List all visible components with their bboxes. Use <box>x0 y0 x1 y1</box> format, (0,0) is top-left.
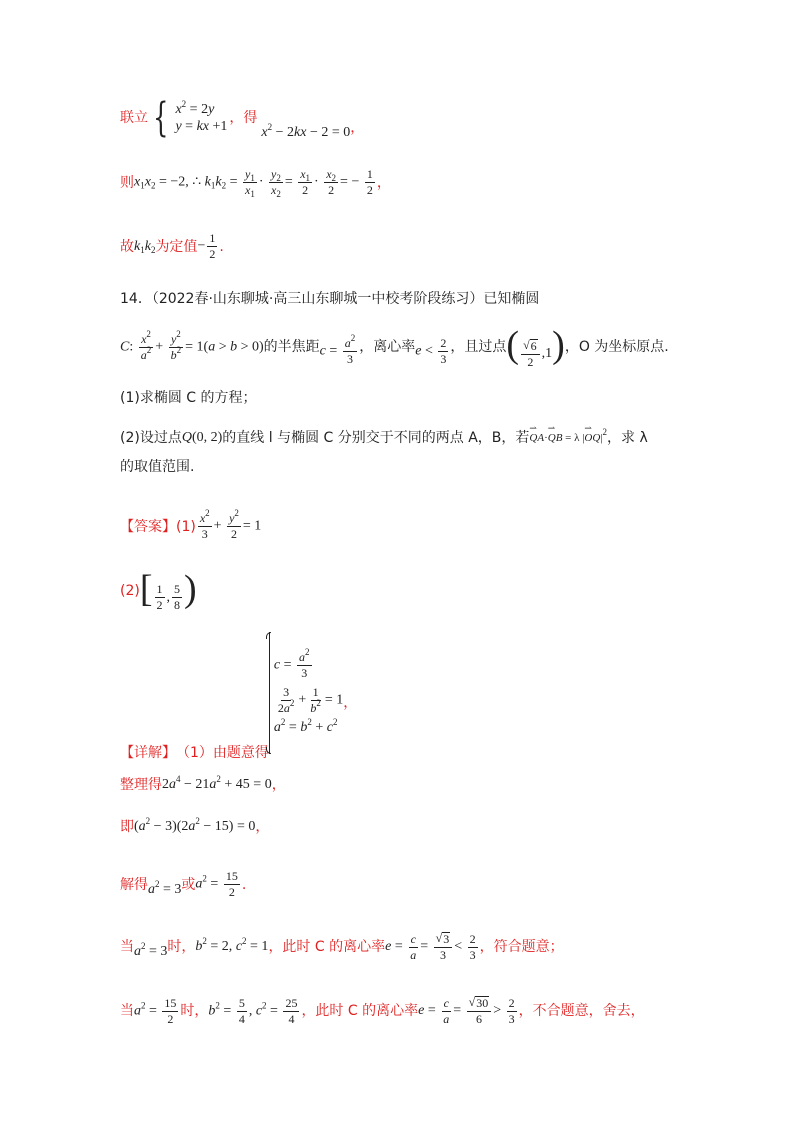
eq-sys-c: c = $\frac{a^2}{3}$ <box>273 647 310 680</box>
ji-text: 即 <box>120 819 134 835</box>
part2d-text: 的取值范围. <box>120 459 195 475</box>
q14-semi-text: 的半焦距 <box>263 339 320 356</box>
dang-text-1: 当 <box>120 939 134 955</box>
eq-ellipse: C: $\frac{x^2}{a^2}$ + $\frac{y^2}{b^2}$ = 1(a > b > 0) <box>120 328 264 362</box>
eq-dot-product: ⇀ QA·⇀ QB = λ |⇀ $OQ|^2$ <box>529 432 607 444</box>
shi-text-1: 时， <box>167 939 196 955</box>
eq-factored: $(a^2 - 3)(2a^2 - 15) = 0$ <box>134 816 256 834</box>
dingzhi-text: 为定值 <box>155 238 198 255</box>
comma-2: ， <box>376 174 391 191</box>
eq-answer2: [ $\frac{1}{2}$ , $\frac{5}{8}$ ) <box>139 568 197 613</box>
q14-pass-text: ，且过点 <box>450 339 507 356</box>
part2b-text: 的直线 l 与椭圆 C 分别交于不同的两点 A，B，若 <box>222 430 530 446</box>
line-ji <box>120 816 270 835</box>
answer2-label: (2) <box>120 583 140 600</box>
part2c-text: ，求 λ <box>607 430 648 446</box>
eq-neg-half: − $\frac{1}{2}$ <box>197 231 216 261</box>
line-ze <box>120 168 391 197</box>
eq-product: $x_1x_2 = -2$, ∴ $k_1k_2$ = $\frac{y_1}{x_1}$ · $\frac{y_2}{x_2}$ = $\frac{x_1}{2}$ · $\frac{x_2}{2}$ = − $\frac{1}{2}$ <box>134 167 373 199</box>
answer1-label: (1) <box>176 518 196 535</box>
eq-c: c = $\frac{a^2}{3}$ <box>319 332 356 366</box>
jiede-text: 解得 <box>120 876 148 893</box>
detail-line <box>120 626 357 760</box>
eq-case1-a: $a^2 = 3$ <box>134 941 168 959</box>
detail-text: （1）由题意得 <box>176 745 269 761</box>
de-text: ，得 <box>229 110 258 126</box>
detail-tag: 【详解】 <box>120 745 176 761</box>
line-zhengli <box>120 774 286 793</box>
system-brace: { <box>153 95 169 141</box>
system-2 <box>273 647 344 735</box>
ze-text: 则 <box>120 174 134 191</box>
buhe-text: ，不合题意，舍去， <box>518 1003 645 1019</box>
fuhe-text: ，符合题意； <box>479 939 564 955</box>
eq-case1-bc: $b^2 = 2$, $c^2 = 1$ <box>195 936 269 954</box>
zhengli-text: 整理得 <box>120 777 162 793</box>
q14-part2 <box>120 427 648 446</box>
cishi-text-1: ，此时 C 的离心率 <box>268 939 386 955</box>
answer-line1 <box>120 508 262 541</box>
eq-k1k2: $k_1k_2$ <box>134 238 156 255</box>
line-lianli <box>120 96 364 140</box>
period-1: . <box>219 238 224 255</box>
comma-5: ， <box>255 819 270 835</box>
comma-3: ， <box>343 695 358 711</box>
eq-case2-a: $a^2$ = $\frac{15}{2}$ <box>134 995 177 1026</box>
q14-origin-text: ，O 为坐标原点. <box>564 339 669 356</box>
q14-header <box>120 292 539 306</box>
line-case2 <box>120 996 645 1026</box>
system-1 <box>175 98 228 134</box>
gu-text: 故 <box>120 238 134 255</box>
part2a-text: (2)设过点 <box>120 430 182 446</box>
line-case1 <box>120 932 564 962</box>
period-2: . <box>241 876 247 893</box>
comma-1: ， <box>350 120 365 136</box>
line-gu <box>120 232 224 261</box>
answer-line2 <box>120 570 197 612</box>
eq-sys-abc: $a^2 = b^2 + c^2$ <box>273 717 338 735</box>
q14-ecc-text: ，离心率 <box>359 339 416 356</box>
eq-point-q: Q(0, 2) <box>181 430 223 445</box>
eq-quadratic: $x^2 - 2kx - 2 = 0$ <box>261 122 351 140</box>
shi-text-2: 时， <box>180 1003 209 1019</box>
cishi-text-2: ，此时 C 的离心率 <box>301 1003 419 1019</box>
q14-ellipse-line <box>120 326 669 369</box>
eq-case1-e: e = $\frac{c}{a}$ = √ 3 3 < $\frac{2}{3}$ <box>385 931 476 962</box>
eq-case2-e: e = $\frac{c}{a}$ = √ 30 6 > $\frac{2}{3}$ <box>418 995 515 1026</box>
eq-sys-point: $\frac{3}{2a^2}$ + $\frac{1}{b^2}$ = 1 <box>277 685 344 715</box>
eq-a2-3: $a^2 = 3$ <box>148 878 182 897</box>
answer-tag: 【答案】 <box>120 518 176 535</box>
line-jiede <box>120 870 246 899</box>
dang-text-2: 当 <box>120 1003 134 1019</box>
eq-quartic: $2a^4 - 21a^2 + 45 = 0$ <box>162 774 272 792</box>
eq-case2-bc: $b^2$ = $\frac{5}{4}$ , $c^2$ = $\frac{25}{4}$ <box>208 995 298 1026</box>
eq-answer1: $\frac{x^2}{3}$ + $\frac{y^2}{2}$ = 1 <box>199 508 262 541</box>
eq-e: e < $\frac{2}{3}$ <box>415 335 447 366</box>
huo-text: 或 <box>181 876 196 893</box>
eq-point: ( √ 6 2 ,1) <box>506 324 565 369</box>
comma-4: ， <box>271 777 286 793</box>
eq-x2-2y: $x^2 = 2y$ <box>175 98 215 117</box>
system-bracket <box>269 632 270 754</box>
part1-text: (1)求椭圆 C 的方程； <box>120 390 257 406</box>
lianli-text: 联立 <box>120 110 148 126</box>
eq-a2-15-2: $a^2$ = $\frac{15}{2}$ <box>195 869 238 899</box>
eq-y-kx1: y = kx +1 <box>175 118 228 134</box>
q14-part1 <box>120 391 257 405</box>
q14-head-text: 14．（2022春·山东聊城·高三山东聊城一中校考阶段练习）已知椭圆 <box>120 291 540 307</box>
q14-part2-cont <box>120 460 194 474</box>
